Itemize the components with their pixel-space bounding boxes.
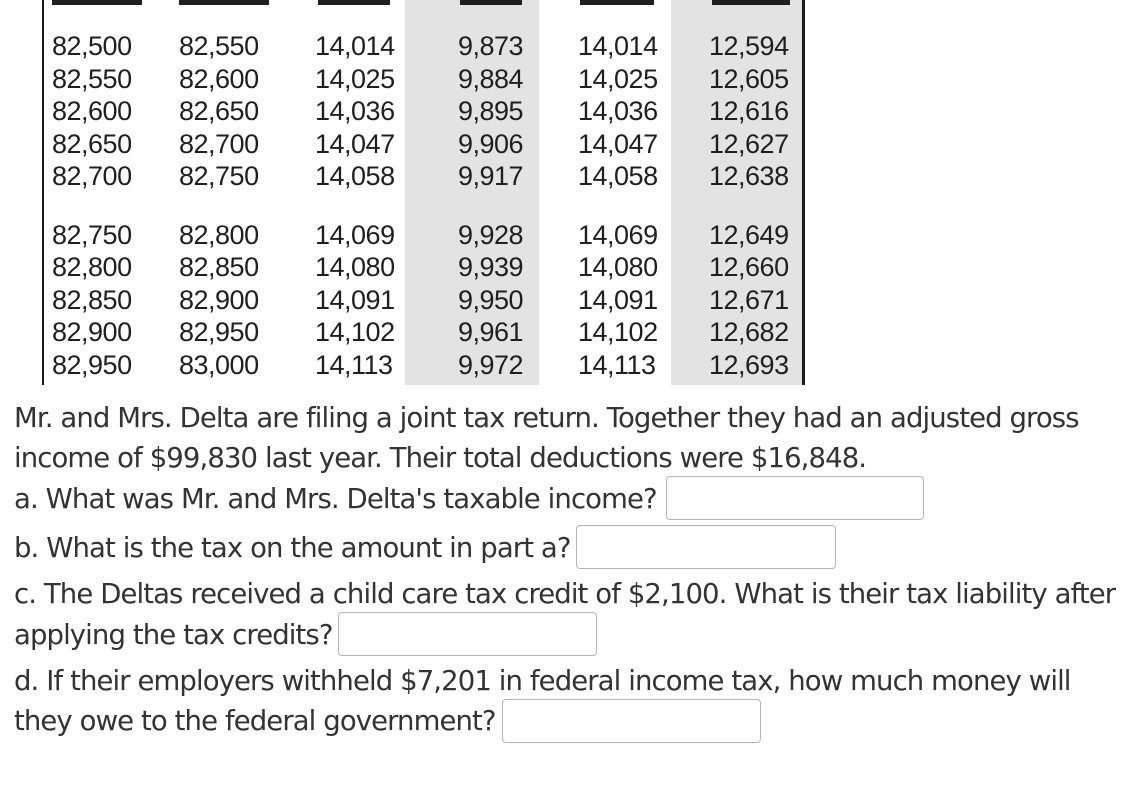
cell-married-joint-tax: 9,928 [458, 219, 524, 250]
tax-table [0, 0, 810, 385]
cell-married-joint-tax: 9,906 [458, 128, 524, 159]
cropped-row-fragment [712, 0, 790, 5]
cell-but-less-than: 82,700 [179, 128, 259, 159]
cropped-row-fragment [52, 0, 142, 5]
table-row [0, 349, 810, 381]
cell-at-least: 82,750 [52, 219, 132, 250]
cell-married-separate-tax: 14,058 [578, 161, 658, 191]
cell-but-less-than: 82,800 [179, 219, 259, 250]
cell-married-separate-tax: 14,080 [578, 252, 658, 282]
question-c-text-line-2: applying the tax credits? [14, 619, 333, 651]
cropped-row-fragment [179, 0, 269, 5]
cell-at-least: 82,900 [52, 317, 132, 347]
cell-head-of-household-tax: 12,605 [709, 63, 789, 94]
cell-married-separate-tax: 14,069 [578, 219, 658, 250]
cropped-row-fragment [460, 0, 522, 5]
cell-single-tax: 14,058 [315, 161, 395, 191]
table-row [0, 30, 810, 62]
cell-but-less-than: 83,000 [179, 349, 259, 380]
cell-but-less-than: 82,550 [179, 31, 259, 61]
question-a-text: a. What was Mr. and Mrs. Delta's taxable income? [14, 483, 657, 515]
answer-c-input[interactable] [338, 612, 597, 656]
cell-at-least: 82,850 [52, 284, 132, 315]
cell-at-least: 82,600 [52, 96, 132, 126]
cell-single-tax: 14,047 [315, 128, 395, 159]
cell-but-less-than: 82,950 [179, 317, 259, 347]
cell-head-of-household-tax: 12,627 [709, 128, 789, 159]
cell-at-least: 82,800 [52, 252, 132, 282]
table-row [0, 251, 810, 283]
cropped-row-fragment [318, 0, 390, 5]
question-d-text-line-1: d. If their employers withheld $7,201 in federal income tax, how much money will [14, 665, 1071, 697]
cell-married-separate-tax: 14,025 [578, 63, 658, 94]
cell-but-less-than: 82,650 [179, 96, 259, 126]
answer-d-input[interactable] [502, 699, 761, 743]
cell-single-tax: 14,069 [315, 219, 395, 250]
cell-married-joint-tax: 9,895 [458, 96, 524, 126]
cell-married-separate-tax: 14,091 [578, 284, 658, 315]
question-b-text: b. What is the tax on the amount in part a? [14, 532, 571, 564]
table-row [0, 219, 810, 251]
cell-single-tax: 14,014 [315, 31, 395, 61]
cell-but-less-than: 82,750 [179, 161, 259, 191]
answer-a-input[interactable] [666, 476, 924, 520]
cell-head-of-household-tax: 12,693 [709, 349, 789, 380]
cell-single-tax: 14,113 [315, 349, 393, 380]
cell-married-joint-tax: 9,917 [458, 161, 524, 191]
cropped-row-fragment [580, 0, 654, 5]
cell-married-joint-tax: 9,972 [458, 349, 524, 380]
table-row [0, 160, 810, 192]
cell-head-of-household-tax: 12,682 [709, 317, 789, 347]
cell-single-tax: 14,091 [315, 284, 395, 315]
problem-intro-line-2: income of $99,830 last year. Their total deductions were $16,848. [14, 442, 867, 474]
cell-but-less-than: 82,900 [179, 284, 259, 315]
cell-at-least: 82,500 [52, 31, 132, 61]
question-c-text-line-1: c. The Deltas received a child care tax credit of $2,100. What is their tax liability after [14, 578, 1116, 610]
cell-married-joint-tax: 9,961 [458, 317, 524, 347]
cell-head-of-household-tax: 12,671 [709, 284, 789, 315]
cell-at-least: 82,700 [52, 161, 132, 191]
cell-head-of-household-tax: 12,638 [709, 161, 789, 191]
cell-married-separate-tax: 14,047 [578, 128, 658, 159]
cell-married-separate-tax: 14,113 [578, 349, 656, 380]
cell-married-joint-tax: 9,939 [458, 252, 524, 282]
table-row [0, 63, 810, 95]
cell-married-joint-tax: 9,950 [458, 284, 524, 315]
table-row [0, 284, 810, 316]
cell-but-less-than: 82,600 [179, 63, 259, 94]
cell-single-tax: 14,025 [315, 63, 395, 94]
cell-at-least: 82,650 [52, 128, 132, 159]
cell-single-tax: 14,036 [315, 96, 395, 126]
cell-married-separate-tax: 14,102 [578, 317, 658, 347]
cell-single-tax: 14,080 [315, 252, 395, 282]
cell-at-least: 82,950 [52, 349, 132, 380]
cell-head-of-household-tax: 12,594 [709, 31, 789, 61]
cell-head-of-household-tax: 12,660 [709, 252, 789, 282]
cell-head-of-household-tax: 12,649 [709, 219, 789, 250]
cell-single-tax: 14,102 [315, 317, 395, 347]
answer-b-input[interactable] [576, 525, 836, 569]
cell-head-of-household-tax: 12,616 [709, 96, 789, 126]
table-row [0, 128, 810, 160]
cell-at-least: 82,550 [52, 63, 132, 94]
cell-married-separate-tax: 14,036 [578, 96, 658, 126]
cell-married-separate-tax: 14,014 [578, 31, 658, 61]
table-row [0, 316, 810, 348]
table-row [0, 95, 810, 127]
cell-married-joint-tax: 9,873 [458, 31, 524, 61]
cell-married-joint-tax: 9,884 [458, 63, 524, 94]
question-d-text-line-2: they owe to the federal government? [14, 705, 496, 737]
problem-intro-line-1: Mr. and Mrs. Delta are filing a joint tax return. Together they had an adjusted gross [14, 402, 1079, 434]
cell-but-less-than: 82,850 [179, 252, 259, 282]
